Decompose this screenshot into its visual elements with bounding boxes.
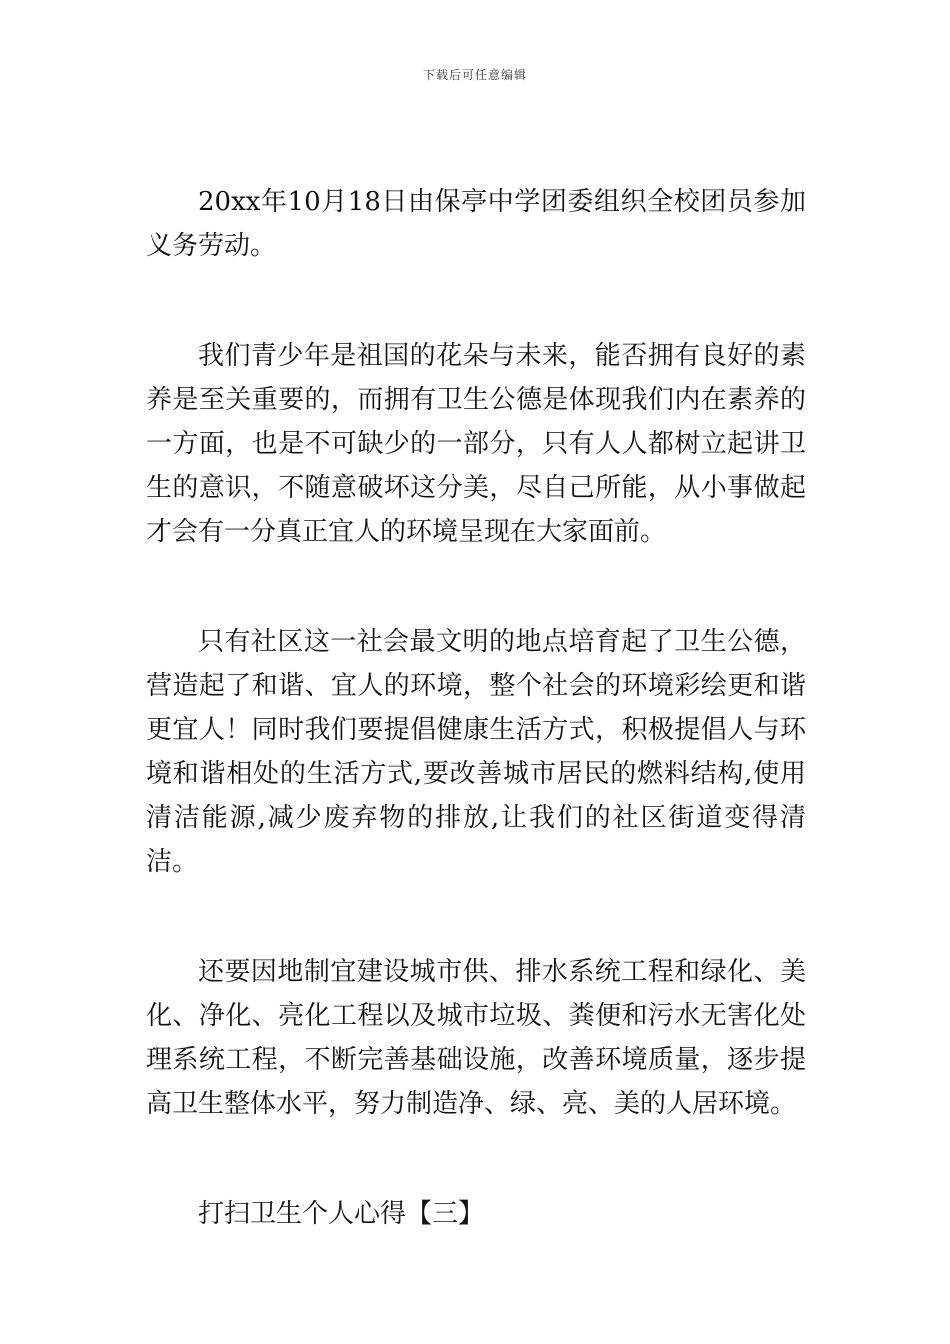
document-body: [146, 180, 806, 1236]
paragraph-youth-hygiene: 我们青少年是祖国的花朵与未来，能否拥有良好的素养是至关重要的，而拥有卫生公德是体现我们内在素养的一方面，也是不可缺少的一部分，只有人人都树立起讲卫生的意识，不随意破坏这分美，尽自己所能，从小事做起才会有一分真正宜人的环境呈现在大家面前。: [146, 341, 806, 547]
paragraph-intro: 20xx年10月18日由保亭中学团委组织全校团员参加义务劳动。: [146, 187, 806, 261]
paragraph-infrastructure: 还要因地制宜建设城市供、排水系统工程和绿化、美化、净化、亮化工程以及城市垃圾、粪便和污水无害化处理系统工程，不断完善基础设施，改善环境质量，逐步提高卫生整体水平，努力制造净、绿、亮、美的人居环境。: [146, 957, 806, 1119]
section-heading: 打扫卫生个人心得【三】: [198, 1199, 485, 1229]
header-note: 下载后可任意编辑: [422, 68, 527, 82]
paragraph-community: 只有社区这一社会最文明的地点培育起了卫生公德，营造起了和谐、宜人的环境，整个社会的环境彩绘更和谐更宜人！同时我们要提倡健康生活方式，积极提倡人与环境和谐相处的生活方式,要改善城市居民的燃料结构,使用清洁能源,减少废弃物的排放,让我们的社区街道变得清洁。: [146, 627, 806, 877]
